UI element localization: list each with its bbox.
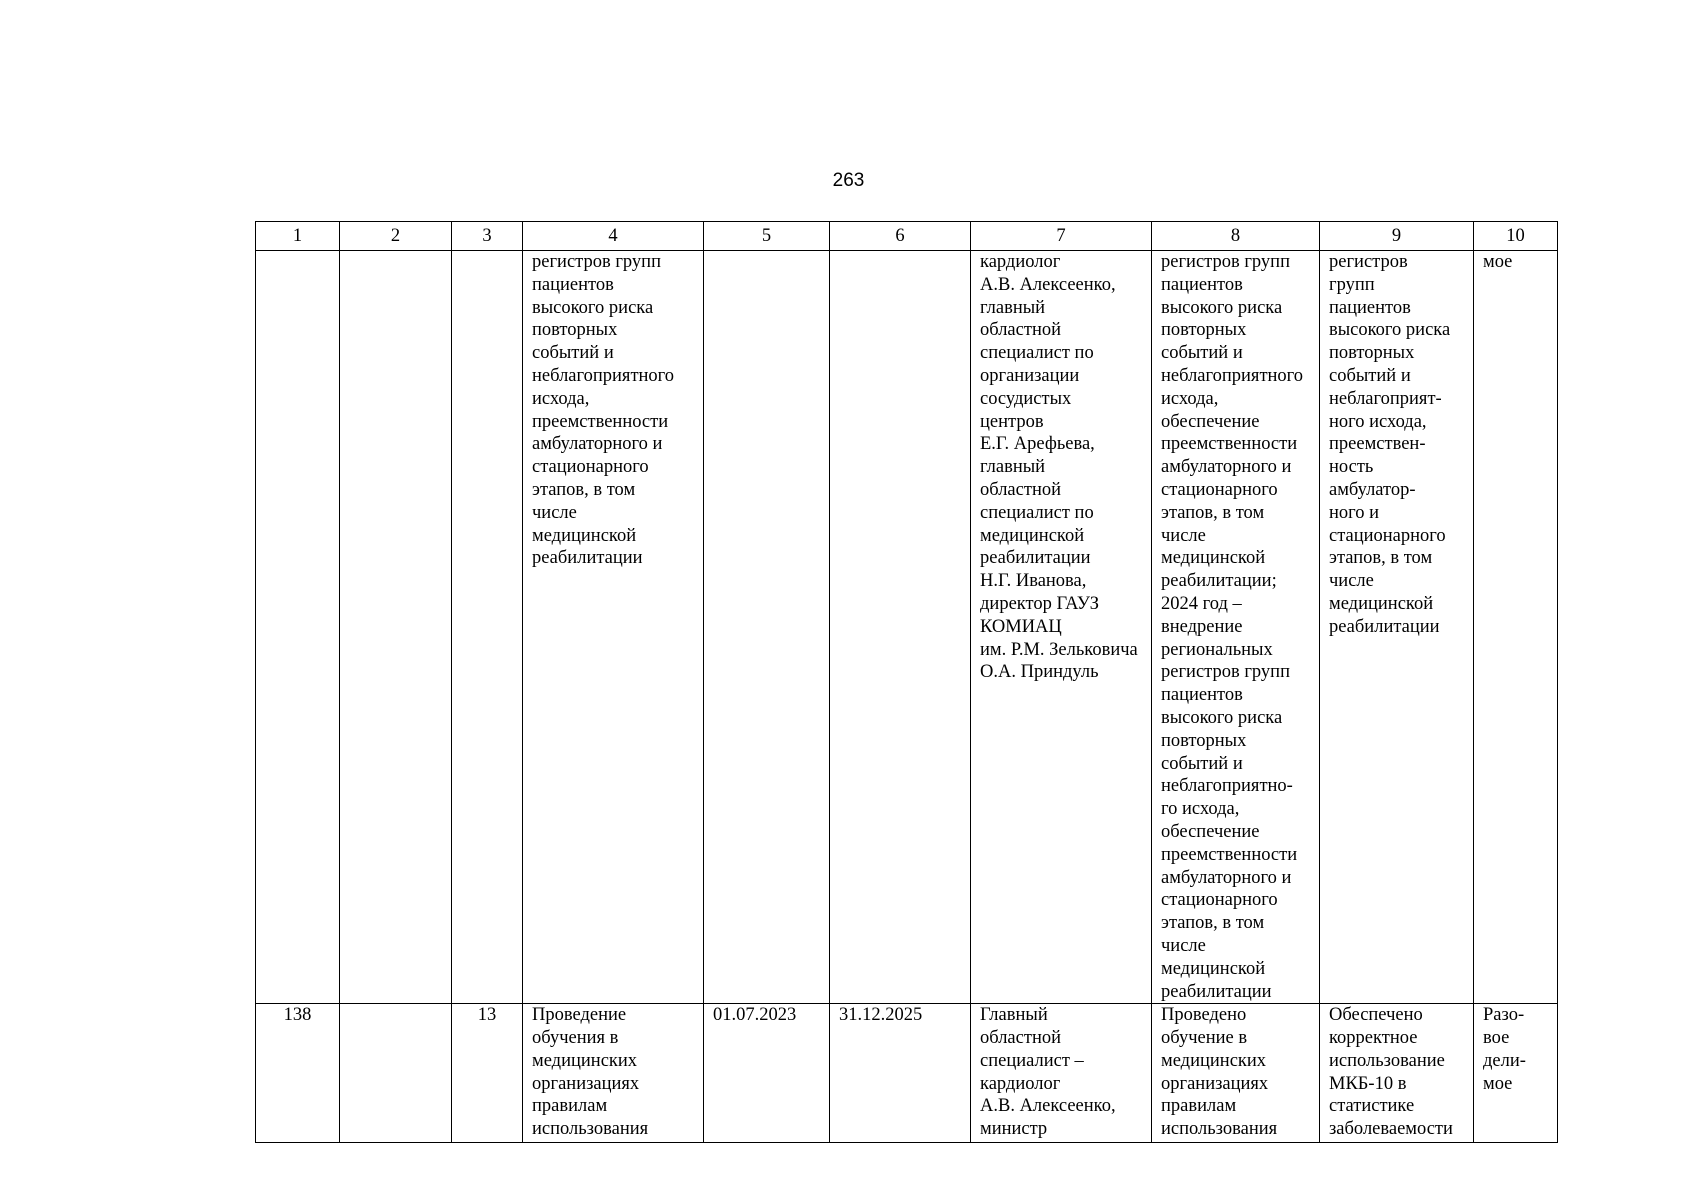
cell-activity: Проведение обучения в медицинских организациях правилам использования [523, 1004, 704, 1143]
cell-start-date [704, 251, 830, 1004]
column-header-8: 8 [1152, 222, 1320, 251]
table-row-continuation [256, 251, 1558, 1004]
cell-indicator: Обеспечено корректное использование МКБ-10 в статистике заболеваемости [1320, 1004, 1474, 1143]
column-header-9: 9 [1320, 222, 1474, 251]
cell-row-number: 138 [256, 1004, 340, 1143]
column-header-4: 4 [523, 222, 704, 251]
column-header-2: 2 [340, 222, 452, 251]
cell-col-2 [340, 251, 452, 1004]
cell-indicator: регистров групп пациентов высокого риска повторных событий и неблагоприят- ного исхода, преемствен- ность амбулатор- ного и стационарного этапов, в том числе медицинской реабилитации [1320, 251, 1474, 1004]
column-header-1: 1 [256, 222, 340, 251]
table-row-138 [256, 1004, 1558, 1143]
page-number: 263 [832, 170, 865, 191]
cell-responsible: Главный областной специалист – кардиолог А.В. Алексеенко, министр [971, 1004, 1152, 1143]
cell-activity: регистров групп пациентов высокого риска повторных событий и неблагоприятного исхода, преемственности амбулаторного и стационарного этапов, в том числе медицинской реабилитации [523, 251, 704, 1004]
column-header-6: 6 [830, 222, 971, 251]
cell-result: регистров групп пациентов высокого риска повторных событий и неблагоприятного исхода, обеспечение преемственности амбулаторного и стационарного этапов, в том числе медицинской реабилитации; 2024 год – внедрение региональных регистров групп пациентов высокого риска повторных событий и неблагоприятно- го исхода, обеспечение преемственности амбулаторного и стационарного этапов, в том числе медицинской реабилитации [1152, 251, 1320, 1004]
cell-row-number [256, 251, 340, 1004]
cell-responsible: кардиолог А.В. Алексеенко, главный областной специалист по организации сосудистых центров Е.Г. Арефьева, главный областной специалист по медицинской реабилитации Н.Г. Иванова, директор ГАУЗ КОМИАЦ им. Р.М. Зельковичa О.А. Приндуль [971, 251, 1152, 1004]
cell-end-date [830, 251, 971, 1004]
cell-col-2 [340, 1004, 452, 1143]
cell-result: Проведено обучение в медицинских организациях правилам использования [1152, 1004, 1320, 1143]
cell-start-date: 01.07.2023 [704, 1004, 830, 1143]
column-header-3: 3 [452, 222, 523, 251]
document-table [255, 221, 1558, 1143]
cell-item-number [452, 251, 523, 1004]
cell-periodicity: Разо- вое дели- мое [1474, 1004, 1558, 1143]
column-header-7: 7 [971, 222, 1152, 251]
table-header-row [256, 222, 1558, 251]
column-header-5: 5 [704, 222, 830, 251]
cell-end-date: 31.12.2025 [830, 1004, 971, 1143]
column-header-10: 10 [1474, 222, 1558, 251]
cell-periodicity: мое [1474, 251, 1558, 1004]
cell-item-number: 13 [452, 1004, 523, 1143]
